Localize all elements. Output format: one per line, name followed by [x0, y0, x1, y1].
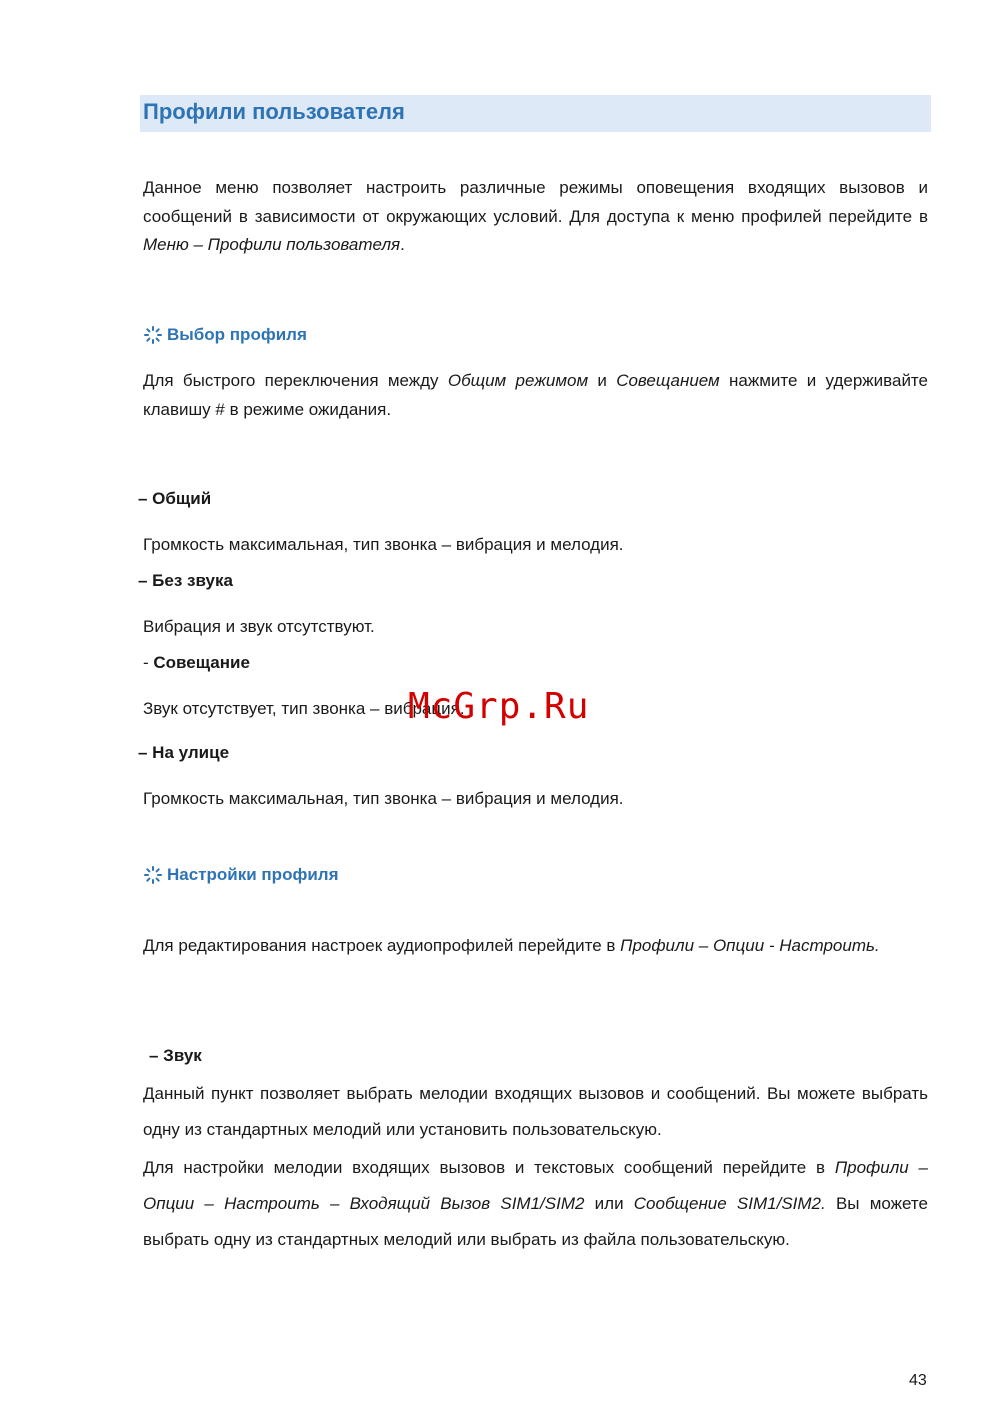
text-span: Для редактирования настроек аудиопрофилей перейдите в — [143, 936, 621, 955]
sound-label: – Звук — [149, 1046, 202, 1065]
text-span: Вы можете выбрать одну из стандартных мелодий или выбрать из файла пользовательскую. — [143, 1194, 928, 1249]
profile-desc-general: Громкость максимальная, тип звонка – вибрация и мелодия. — [143, 535, 624, 554]
section-heading-text: Настройки профиля — [167, 865, 339, 884]
text-span: Для быстрого переключения между — [143, 371, 448, 390]
intro-menu-path: Меню – Профили пользователя — [143, 235, 401, 254]
section-heading-profile-select — [143, 325, 307, 345]
sound-menu-path: Профили – Опции – Настроить – Входящий Вызов SIM1/SIM2 — [143, 1158, 928, 1213]
profile-prefix: - — [143, 653, 154, 672]
intro-end: . — [400, 235, 405, 254]
profile-desc-meeting: Звук отсутствует, тип звонка – вибрация. — [143, 699, 465, 718]
sparkle-icon — [143, 865, 163, 885]
profile-label-general: – Общий — [138, 489, 212, 508]
profile-label-text: Совещание — [153, 653, 250, 672]
message-menu-path: Сообщение SIM1/SIM2. — [633, 1194, 826, 1213]
text-span: нажмите и удерживайте клавишу # в режиме ожидания. — [143, 371, 928, 419]
intro-paragraph — [143, 174, 928, 260]
profile-label-silent: – Без звука — [138, 571, 233, 590]
sparkle-icon — [143, 325, 163, 345]
watermark: McGrp.Ru — [408, 686, 590, 727]
text-span: Для настройки мелодии входящих вызовов и текстовых сообщений перейдите в — [143, 1158, 835, 1177]
profile-settings-paragraph — [143, 928, 928, 964]
section-heading-text: Выбор профиля — [167, 325, 307, 344]
section-heading-profile-settings — [143, 865, 339, 885]
profile-label-meeting — [143, 653, 250, 673]
intro-text: Данное меню позволяет настроить различные режимы оповещения входящих вызовов и сообщений в зависимости от окружающих условий. Для доступа к меню профилей перейдите в — [143, 178, 928, 226]
text-span: или — [584, 1194, 634, 1213]
profile-select-paragraph — [143, 367, 928, 424]
profile-desc-outdoor: Громкость максимальная, тип звонка – вибрация и мелодия. — [143, 789, 624, 808]
text-span: и — [588, 371, 617, 390]
profile-desc-silent: Вибрация и звук отсутствуют. — [143, 617, 375, 636]
mode-general: Общим режимом — [447, 371, 589, 390]
mode-meeting: Совещанием — [616, 371, 720, 390]
page-title: Профили пользователя — [143, 99, 405, 124]
page-number: 43 — [909, 1372, 927, 1389]
settings-menu-path: Профили – Опции - Настроить. — [620, 936, 880, 955]
sound-paragraph-2 — [143, 1150, 928, 1258]
profile-label-outdoor: – На улице — [138, 743, 230, 762]
sound-paragraph-1: Данный пункт позволяет выбрать мелодии входящих вызовов и сообщений. Вы можете выбрать одну из стандартных мелодий или установить пользовательскую. — [143, 1084, 928, 1139]
